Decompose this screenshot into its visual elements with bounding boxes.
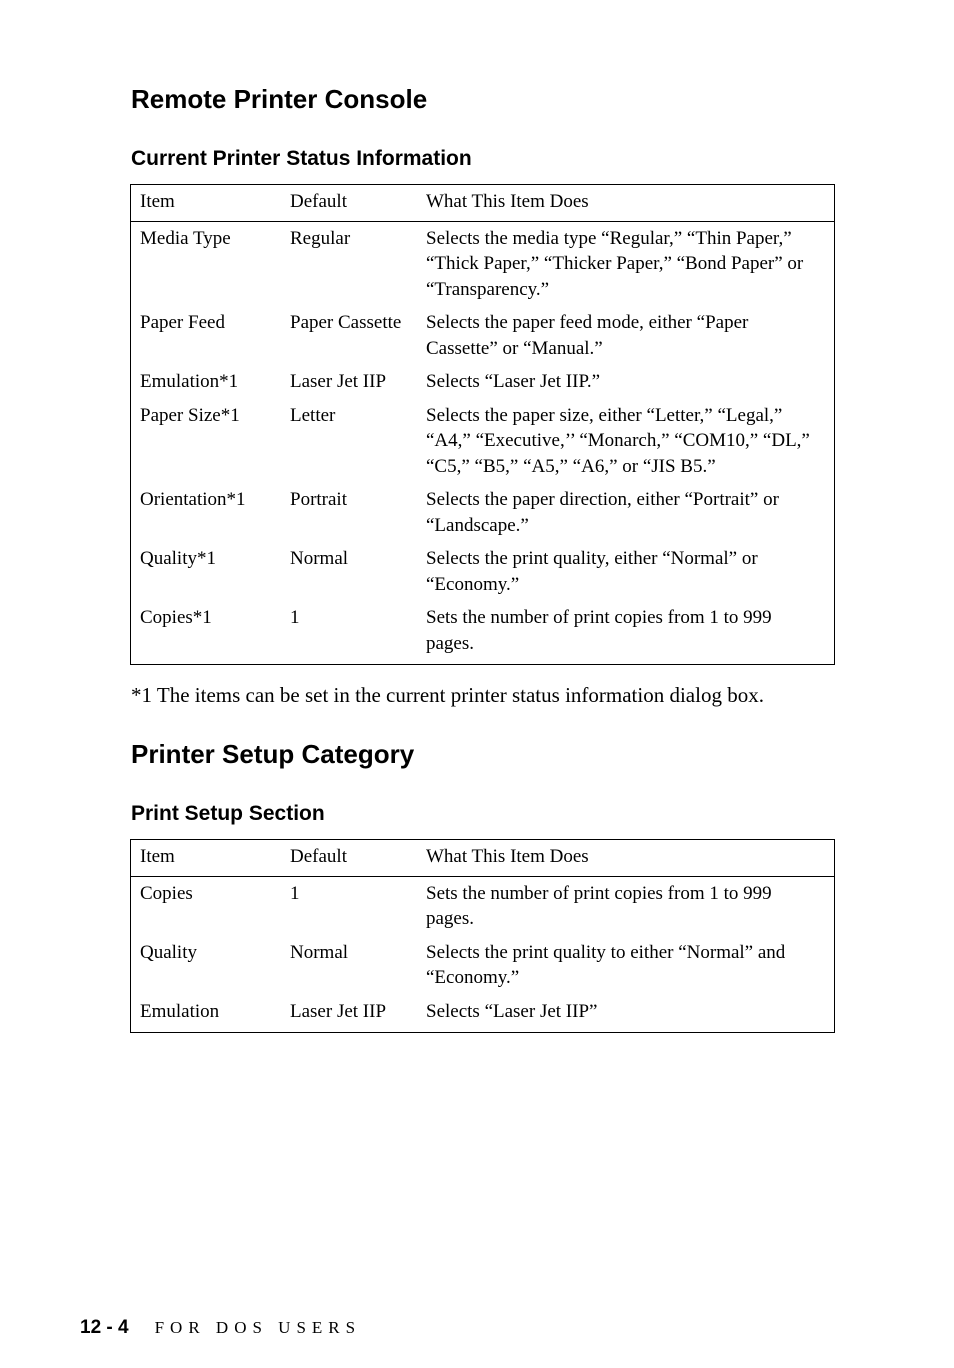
cell-description: Sets the number of print copies from 1 to 999 pages. <box>426 882 772 929</box>
cell-description: Selects the print quality to either “Normal” and “Economy.” <box>426 941 786 988</box>
subheading-print-setup-section: Print Setup Section <box>131 802 325 825</box>
cell-item: Media Type <box>140 227 231 249</box>
cell-item: Copies <box>140 882 193 904</box>
table-row <box>131 876 835 940</box>
subheading-current-printer-status: Current Printer Status Information <box>131 147 472 170</box>
cell-default: Regular <box>290 227 351 249</box>
column-header-description: What This Item Does <box>426 185 835 222</box>
cell-description: Sets the number of print copies from 1 to 999 pages. <box>426 607 772 654</box>
page-number: 12 - 4 <box>80 1317 129 1338</box>
table-row <box>131 369 835 403</box>
column-header-item: Item <box>131 185 291 222</box>
column-header-item: Item <box>131 840 291 877</box>
table-row <box>131 403 835 488</box>
column-header-default: Default <box>290 185 426 222</box>
cell-default: Normal <box>290 548 349 569</box>
cell-item: Emulation <box>140 1000 220 1022</box>
table-header-row <box>131 840 835 877</box>
column-header-description: What This Item Does <box>426 840 835 877</box>
cell-item: Quality <box>140 941 197 963</box>
page-footer <box>80 1316 361 1340</box>
cell-default: Normal <box>290 941 349 963</box>
cell-description: Selects the media type “Regular,” “Thin Paper,” “Thick Paper,” “Thicker Paper,” “Bond Paper” or “Transparency.” <box>426 227 804 300</box>
cell-description: Selects the print quality, either “Normal” or “Economy.” <box>426 548 758 595</box>
table-row <box>131 999 835 1033</box>
cell-default: Paper Cassette <box>290 312 402 333</box>
table-row <box>131 221 835 310</box>
cell-description: Selects the paper feed mode, either “Paper Cassette” or “Manual.” <box>426 312 749 359</box>
cell-description: Selects “Laser Jet IIP.” <box>426 371 601 392</box>
cell-default: Laser Jet IIP <box>290 371 387 392</box>
cell-item: Paper Size*1 <box>140 404 240 426</box>
cell-item: Copies*1 <box>140 607 212 628</box>
printer-status-table <box>130 184 835 665</box>
column-header-default: Default <box>290 840 426 877</box>
cell-item: Paper Feed <box>140 312 225 333</box>
table-row <box>131 310 835 369</box>
cell-description: Selects the paper direction, either “Portrait” or “Landscape.” <box>426 489 779 536</box>
footnote: *1 The items can be set in the current printer status information dialog box. <box>131 683 764 707</box>
cell-item: Emulation*1 <box>140 371 239 392</box>
table-row <box>131 487 835 546</box>
cell-default: Laser Jet IIP <box>290 1000 387 1022</box>
cell-default: 1 <box>290 607 300 628</box>
cell-description: Selects the paper size, either “Letter,” “Legal,” “A4,” “Executive,’’ “Monarch,” “COM10,” “DL,” “C5,” “B5,” “A5,” “A6,” or “JIS B5.” <box>426 404 810 477</box>
footer-section-title: FOR DOS USERS <box>154 1318 362 1337</box>
table-header-row <box>131 185 835 222</box>
cell-default: Portrait <box>290 489 347 510</box>
page-heading-printer-setup-category: Printer Setup Category <box>131 739 415 769</box>
table-row <box>131 546 835 605</box>
cell-description: Selects “Laser Jet IIP” <box>426 1000 598 1022</box>
cell-item: Quality*1 <box>140 548 216 569</box>
table-row <box>131 605 835 665</box>
page-heading-remote-printer-console: Remote Printer Console <box>131 84 428 114</box>
cell-default: 1 <box>290 882 300 904</box>
cell-default: Letter <box>290 404 336 426</box>
cell-item: Orientation*1 <box>140 489 246 510</box>
print-setup-table <box>130 839 835 1033</box>
table-row <box>131 940 835 999</box>
